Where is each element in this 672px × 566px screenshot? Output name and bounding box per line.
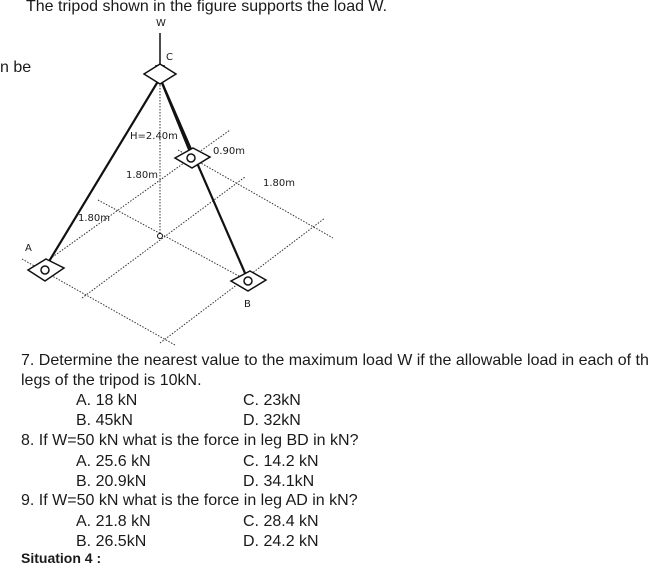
apex-plate-icon [144,64,176,84]
q9-option-a: A. 21.8 kN [76,513,151,530]
pin-c-icon [187,154,195,162]
foot-of-height-icon [158,234,163,239]
q7-option-c: C. 23kN [243,392,301,409]
q8-option-d: D. 34.1kN [243,473,315,490]
dim-0-90-label: 0.90m [213,146,246,157]
q8-option-a: A. 25.6 kN [76,453,151,470]
dim-1-80-right-label: 1.80m [263,178,296,189]
q8-option-b: B. 20.9kN [76,473,147,490]
leg-bd [160,78,248,280]
q7-option-b: B. 45kN [76,412,133,429]
intro-text: The tripod shown in the figure supports the load W. [26,0,388,15]
pin-a-icon [41,266,49,274]
point-b-label: B [244,299,251,310]
question-8-text: 8. If W=50 kN what is the force in leg BD in kN? [21,432,359,449]
q7-option-d: D. 32kN [243,412,301,429]
q9-option-d: D. 24.2 kN [243,533,319,550]
dim-1-80-left-label: 1.80m [78,213,111,224]
grid-line [82,177,245,298]
q8-option-c: C. 14.2 kN [243,453,319,470]
q9-option-c: C. 28.4 kN [243,513,319,530]
q7-option-a: A. 18 kN [76,392,138,409]
pin-b-icon [244,277,252,285]
question-7-text-cont: legs of the tripod is 10kN. [21,372,202,389]
grid-line [40,130,230,266]
section-heading: Situation 4 : [21,550,102,566]
dim-1-80-top-label: 1.80m [126,170,159,181]
cropped-text-fragment: n be [0,59,32,76]
load-label: W [156,18,166,29]
point-a-label: A [25,243,32,254]
apex-label: C [166,52,173,63]
q9-option-b: B. 26.5kN [76,533,147,550]
question-7-text: 7. Determine the nearest value to the maximum load W if the allowable load in each of th [21,352,649,369]
question-9-text: 9. If W=50 kN what is the force in leg AD in kN? [21,492,358,509]
height-label: H=2.40m [130,131,178,142]
